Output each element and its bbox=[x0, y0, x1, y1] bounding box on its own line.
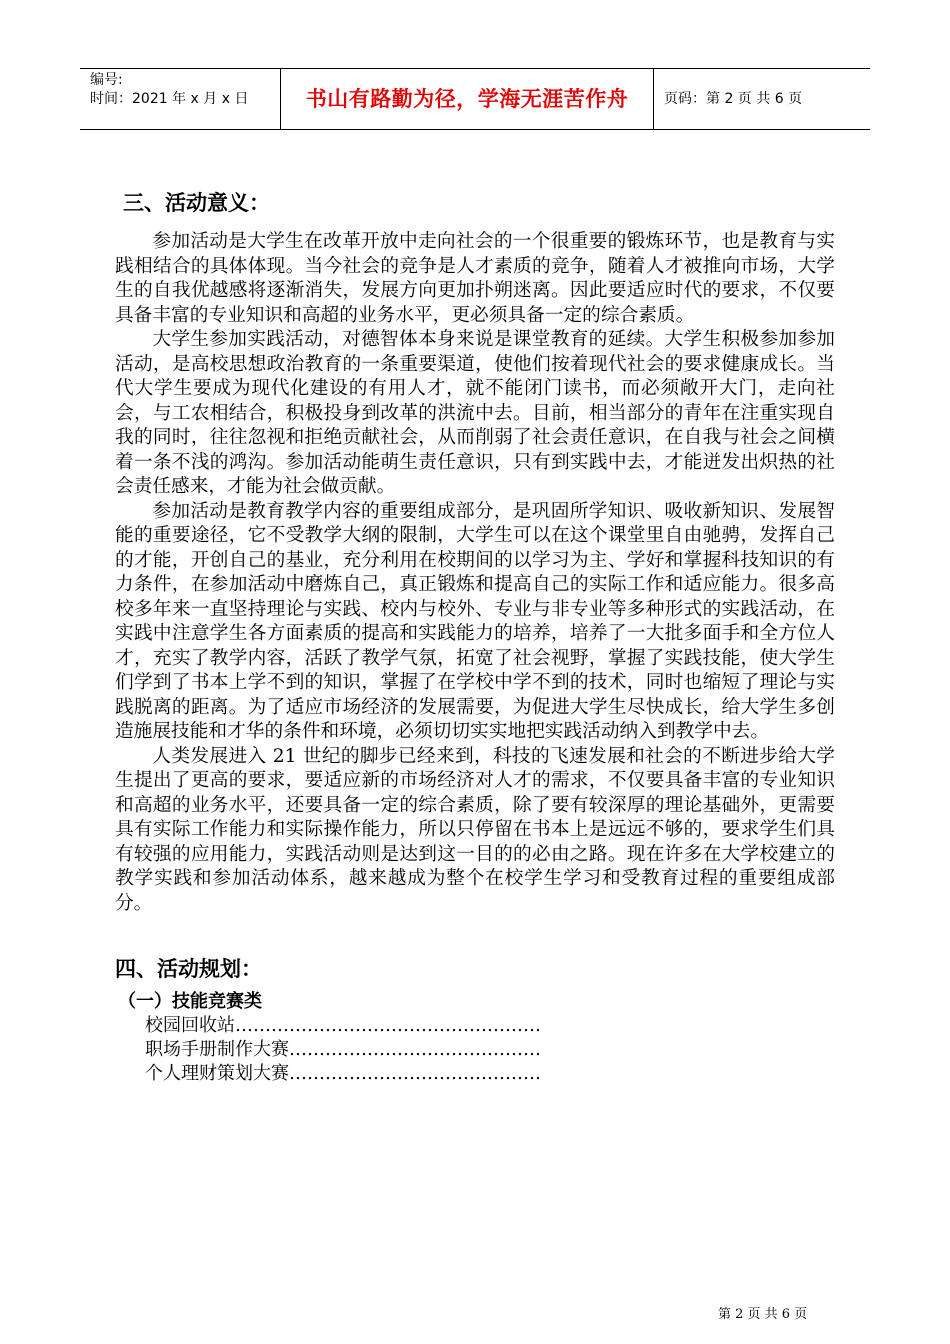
document-number-label: 编号: bbox=[90, 72, 123, 88]
list-item: 校园回收站…………………………………………… bbox=[145, 1015, 541, 1036]
section-4-title: 四、活动规划： bbox=[115, 957, 262, 981]
document-date: 时间：2021 年 x 月 x 日 bbox=[90, 91, 249, 107]
list-item: 个人理财策划大赛…………………………………… bbox=[145, 1063, 541, 1084]
list-item: 职场手册制作大赛…………………………………… bbox=[145, 1039, 541, 1060]
section-3-paragraphs bbox=[115, 230, 835, 916]
subsection-title: （一）技能竞赛类 bbox=[118, 991, 262, 1012]
header-motto-cell bbox=[280, 69, 654, 129]
page-header bbox=[80, 68, 870, 130]
header-motto: 书山有路勤为径，学海无涯苦作舟 bbox=[305, 87, 629, 111]
paragraph: 大学生参加实践活动，对德智体本身来说是课堂教育的延续。大学生积极参加参加活动，是高校思想政治教育的一条重要渠道，使他们按着现代社会的要求健康成长。当代大学生要成为现代化建设的有用人才，就不能闭门读书，而必须敞开大门，走向社会，与工农相结合，积极投身到改革的洪流中去。目前，相当部分的青年在注重实现自我的同时，往往忽视和拒绝贡献社会，从而削弱了社会责任意识，在自我与社会之间横着一条不浅的鸿沟。参加活动能萌生责任意识，只有到实践中去，才能迸发出炽热的社会责任感来，才能为社会做贡献。 bbox=[115, 329, 835, 497]
paragraph: 参加活动是教育教学内容的重要组成部分，是巩固所学知识、吸收新知识、发展智能的重要途径，它不受教学大纲的限制，大学生可以在这个课堂里自由驰骋，发挥自己的才能，开创自己的基业，充分利用在校期间的以学习为主、学好和掌握科技知识的有力条件，在参加活动中磨炼自己，真正锻炼和提高自己的实际工作和适应能力。很多高校多年来一直坚持理论与实践、校内与校外、专业与非专业等多种形式的实践活动，在实践中注意学生各方面素质的提高和实践能力的培养，培养了一大批多面手和全方位人才，充实了教学内容，活跃了教学气氛，拓宽了社会视野，掌握了实践技能，使大学生们学到了书本上学不到的知识，掌握了在学校中学不到的技术，同时也缩短了理论与实践脱离的距离。为了适应市场经济的发展需要，为促进大学生尽快成长，给大学生多创造施展技能和才华的条件和环境，必须切切实实地把实践活动纳入到教学中去。 bbox=[115, 500, 835, 742]
header-info bbox=[80, 69, 280, 129]
activity-list bbox=[115, 1014, 835, 1086]
document-body bbox=[115, 188, 835, 1086]
header-page-code: 页码：第 2 页 共 6 页 bbox=[664, 91, 803, 107]
page-footer: 第 2 页 共 6 页 bbox=[718, 1307, 808, 1322]
paragraph: 人类发展进入 21 世纪的脚步已经来到，科技的飞速发展和社会的不断进步给大学生提出了更高的要求，要适应新的市场经济对人才的需求，不仅要具备丰富的专业知识和高超的业务水平，还要具备一定的综合素质，除了要有较深厚的理论基础外，更需要具有实际工作能力和实际操作能力，所以只停留在书本上是远远不够的，要求学生们具有较强的应用能力，实践活动则是达到这一目的的必由之路。现在许多在大学校建立的教学实践和参加活动体系，越来越成为整个在校学生学习和受教育过程的重要组成部分。 bbox=[115, 745, 835, 914]
section-3-title: 三、活动意义： bbox=[123, 191, 270, 215]
paragraph: 参加活动是大学生在改革开放中走向社会的一个很重要的锻炼环节，也是教育与实践相结合的具体体现。当今社会的竞争是人才素质的竞争，随着人才被推向市场，大学生的自我优越感将逐渐消失，发展方向更加扑朔迷离。因此要适应时代的要求，不仅要具备丰富的专业知识和高超的业务水平，更必须具备一定的综合素质。 bbox=[115, 231, 835, 326]
